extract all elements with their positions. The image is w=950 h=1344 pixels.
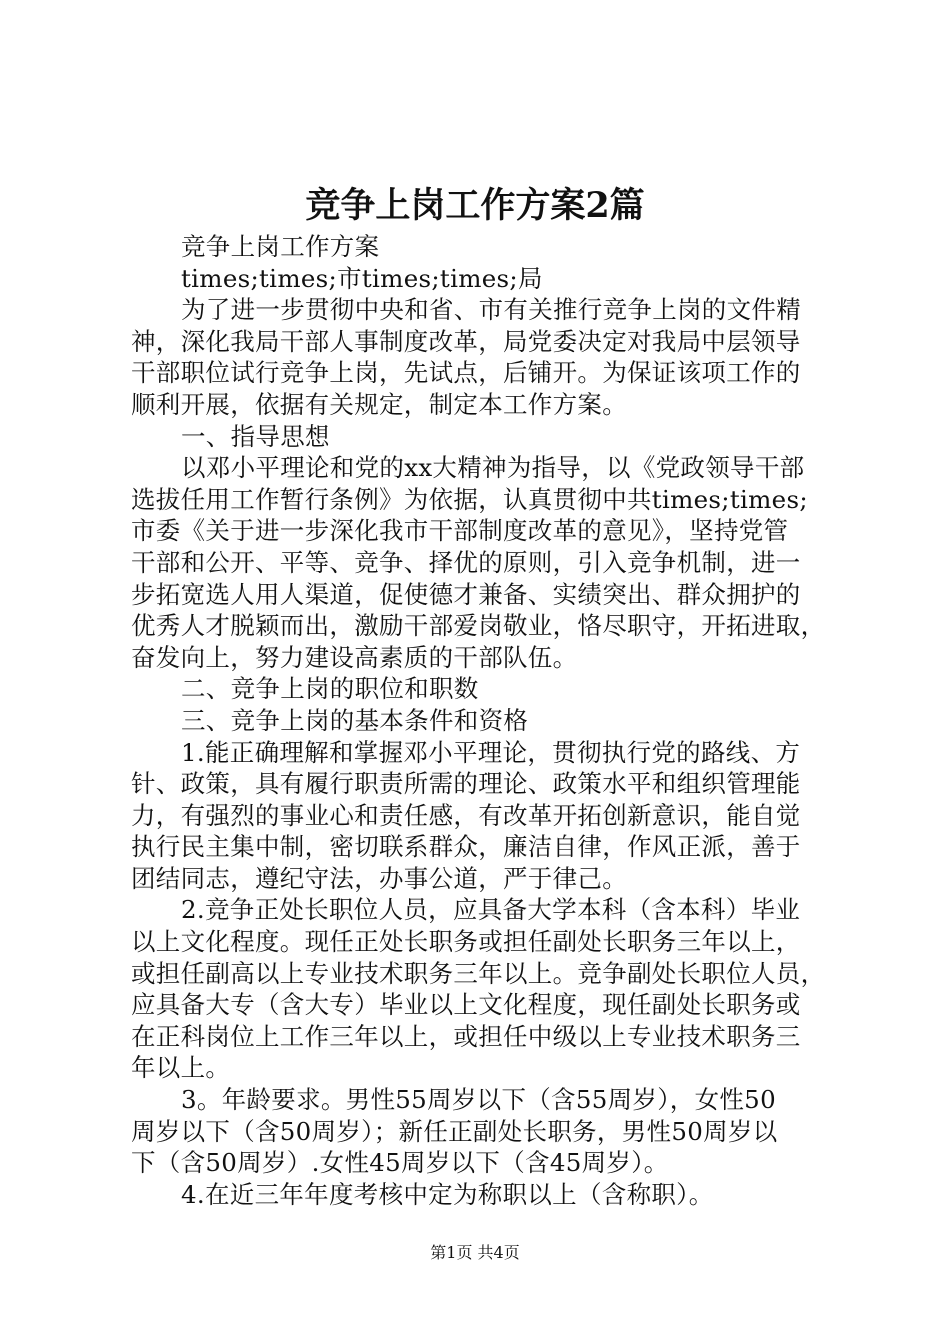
paragraph-line: 执行民主集中制，密切联系群众，廉洁自律，作风正派，善于	[131, 832, 801, 862]
paragraph	[131, 263, 831, 295]
paragraph-line: 下（含50周岁）.女性45周岁以下（含45周岁）。	[131, 1148, 669, 1178]
paragraph-line: 力，有强烈的事业心和责任感，有改革开拓创新意识，能自觉	[131, 800, 801, 830]
paragraph-line: 神，深化我局干部人事制度改革，局党委决定对我局中层领导	[131, 326, 801, 356]
paragraph-line: 为了进一步贯彻中央和省、市有关推行竞争上岗的文件精	[181, 295, 801, 325]
paragraph-line: 3。年龄要求。男性55周岁以下（含55周岁），女性50	[181, 1085, 776, 1115]
paragraph-line: 团结同志，遵纪守法，办事公道，严于律己。	[131, 863, 627, 893]
paragraph-line: 优秀人才脱颖而出，激励干部爱岗敬业，恪尽职守，开拓进取，	[131, 611, 826, 641]
paragraph-line: 顺利开展，依据有关规定，制定本工作方案。	[131, 389, 627, 419]
paragraph-line: 选拔任用工作暂行条例》为依据，认真贯彻中共times;times;	[131, 484, 808, 514]
page-footer: 第1页 共4页	[430, 1243, 520, 1262]
paragraph	[131, 294, 831, 420]
paragraph-line: 4.在近三年年度考核中定为称职以上（含称职）。	[181, 1179, 714, 1209]
paragraph	[131, 1179, 831, 1211]
paragraph	[131, 1084, 831, 1179]
paragraph	[131, 452, 831, 673]
paragraph	[131, 737, 831, 895]
paragraph-line: 竞争上岗工作方案	[181, 232, 380, 261]
paragraph-line: 以上文化程度。现任正处长职务或担任副处长职务三年以上，	[131, 927, 801, 957]
paragraph-line: times;times;市times;times;局	[181, 263, 543, 293]
paragraph-line: 周岁以下（含50周岁）；新任正副处长职务，男性50周岁以	[131, 1116, 778, 1146]
paragraph-line: 针、政策，具有履行职责所需的理论、政策水平和组织管理能	[131, 769, 801, 799]
paragraph	[131, 231, 831, 263]
paragraph-line: 市委《关于进一步深化我市干部制度改革的意见》，坚持党管	[131, 516, 789, 546]
paragraph-line: 应具备大专（含大专）毕业以上文化程度，现任副处长职务或	[131, 990, 801, 1020]
paragraph-line: 或担任副高以上专业技术职务三年以上。竞争副处长职位人员，	[131, 958, 826, 988]
paragraph-line: 以邓小平理论和党的xx大精神为指导，以《党政领导干部	[181, 453, 805, 483]
paragraph-line: 奋发向上，努力建设高素质的干部队伍。	[131, 642, 578, 672]
document-body	[131, 231, 831, 1210]
paragraph-line: 步拓宽选人用人渠道，促使德才兼备、实绩突出、群众拥护的	[131, 579, 801, 609]
paragraph-line: 一、指导思想	[181, 421, 330, 451]
paragraph-line: 在正科岗位上工作三年以上，或担任中级以上专业技术职务三	[131, 1021, 801, 1051]
paragraph-line: 干部和公开、平等、竞争、择优的原则，引入竞争机制，进一	[131, 547, 801, 577]
paragraph-line: 二、竞争上岗的职位和职数	[181, 674, 479, 704]
paragraph-line: 年以上。	[131, 1053, 231, 1083]
paragraph	[131, 673, 831, 705]
paragraph	[131, 894, 831, 1084]
paragraph-line: 2.竞争正处长职位人员，应具备大学本科（含本科）毕业	[181, 895, 801, 925]
document-title: 竞争上岗工作方案2篇	[305, 185, 645, 226]
paragraph	[131, 421, 831, 453]
paragraph	[131, 705, 831, 737]
paragraph-line: 干部职位试行竞争上岗，先试点，后铺开。为保证该项工作的	[131, 358, 801, 388]
paragraph-line: 三、竞争上岗的基本条件和资格	[181, 705, 529, 735]
paragraph-line: 1.能正确理解和掌握邓小平理论，贯彻执行党的路线、方	[181, 737, 801, 767]
